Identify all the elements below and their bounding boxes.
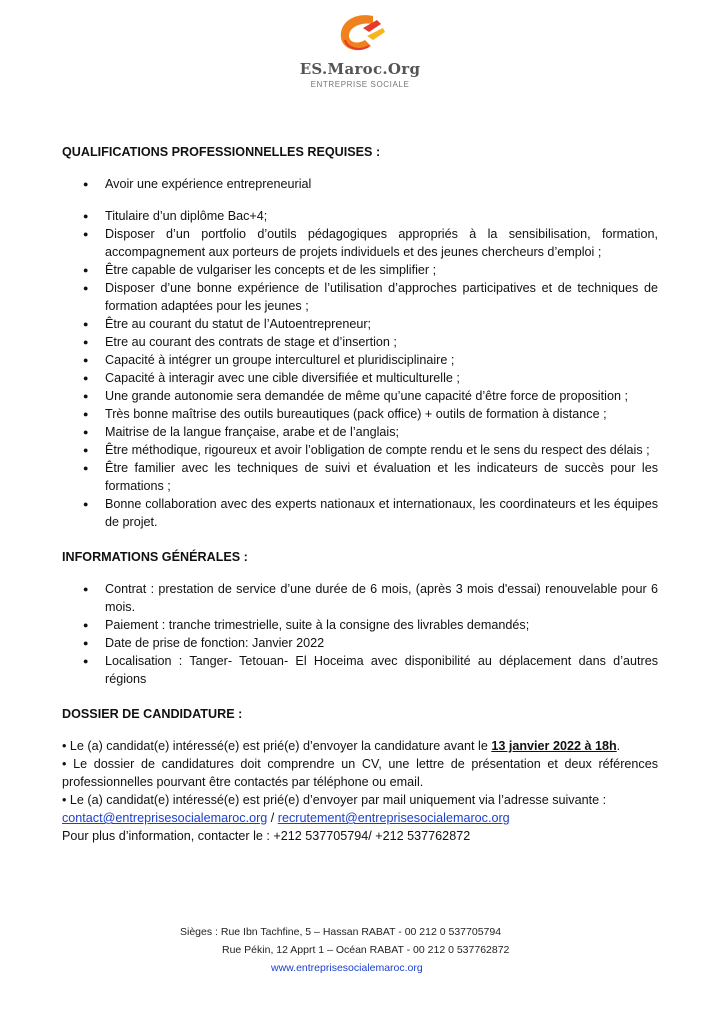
list-item: ● Disposer d’une bonne expérience de l’utilisation d’approches participatives et de techniques de formation adaptées pour les jeunes ; [62, 279, 658, 315]
application-heading: DOSSIER DE CANDIDATURE : [62, 707, 243, 721]
list-item: ● Être capable de vulgariser les concepts et de les simplifier ; [62, 261, 658, 279]
list-item: ● Avoir une expérience entrepreneurial [62, 175, 658, 193]
qualifications-list [62, 175, 658, 531]
footer-website-link[interactable]: www.entreprisesocialemaroc.org [271, 962, 423, 974]
list-item: ● Capacité à interagir avec une cible diversifiée et multiculturelle ; [62, 369, 658, 387]
list-item: ● Localisation : Tanger- Tetouan- El Hoceima avec disponibilité au déplacement dans d’autres régions [62, 652, 658, 688]
list-item: ● Titulaire d’un diplôme Bac+4; [62, 207, 658, 225]
logo-subtitle: ENTREPRISE SOCIALE [310, 80, 410, 89]
document-body [62, 143, 658, 845]
list-item: ● Être méthodique, rigoureux et avoir l’obligation de compte rendu et le sens du respect des délais ; [62, 441, 658, 459]
list-item: ● Très bonne maîtrise des outils bureautiques (pack office) + outils de formation à distance ; [62, 405, 658, 423]
deadline-text: • Le (a) candidat(e) intéressé(e) est prié(e) d’envoyer la candidature avant le [62, 739, 492, 753]
deadline-paragraph [62, 737, 658, 755]
list-item: ● Être familier avec les techniques de suivi et évaluation et les indicateurs de succès pour les formations ; [62, 459, 658, 495]
logo-mark-icon [333, 10, 387, 56]
email-instructions-paragraph: • Le (a) candidat(e) intéressé(e) est prié(e) d’envoyer par mail uniquement via l’adresse suivante : [62, 793, 607, 807]
general-info-list [62, 580, 658, 688]
deadline-date: 13 janvier 2022 à 18h [491, 739, 617, 753]
list-item: ● Capacité à intégrer un groupe interculturel et pluridisciplinaire ; [62, 351, 658, 369]
email-separator: / [267, 811, 278, 825]
list-item: ● Maitrise de la langue française, arabe et de l’anglais; [62, 423, 658, 441]
list-item: ● Disposer d’un portfolio d’outils pédagogiques appropriés à la sensibilisation, formation, accompagnement aux porteurs de projets individuels et des jeunes chercheurs d’emploi ; [62, 225, 658, 261]
list-item: ● Date de prise de fonction: Janvier 2022 [62, 634, 658, 652]
list-item: ● Contrat : prestation de service d’une durée de 6 mois, (après 3 mois d'essai) renouvelable pour 6 mois. [62, 580, 658, 616]
general-info-heading: INFORMATIONS GÉNÉRALES : [62, 550, 248, 564]
footer-address-1: Sièges : Rue Ibn Tachfine, 5 – Hassan RABAT - 00 212 0 537705794 [180, 926, 502, 938]
deadline-suffix: . [616, 739, 621, 753]
contact-phone-paragraph: Pour plus d’information, contacter le : +212 537705794/ +212 537762872 [62, 829, 471, 843]
logo [290, 10, 430, 90]
email-links [62, 809, 658, 827]
list-item: ● Etre au courant des contrats de stage et d’insertion ; [62, 333, 658, 351]
list-item: ● Paiement : tranche trimestrielle, suite à la consigne des livrables demandés; [62, 616, 658, 634]
recruitment-email-link[interactable]: recrutement@entreprisesocialemaroc.org [277, 811, 510, 825]
contact-email-link[interactable]: contact@entreprisesocialemaroc.org [62, 811, 268, 825]
footer-address-2: Rue Pékin, 12 Apprt 1 – Océan RABAT - 00 212 0 537762872 [222, 944, 510, 956]
qualifications-heading: QUALIFICATIONS PROFESSIONNELLES REQUISES : [62, 145, 381, 159]
list-item: ● Bonne collaboration avec des experts nationaux et internationaux, les coordinateurs et les équipes de projet. [62, 495, 658, 531]
list-item: ● Être au courant du statut de l’Autoentrepreneur; [62, 315, 658, 333]
documents-paragraph: • Le dossier de candidatures doit comprendre un CV, une lettre de présentation et deux références professionnelles pourvant être contactés par téléphone ou email. [62, 757, 658, 789]
logo-name: ES.Maroc.Org [299, 60, 421, 78]
list-item: ● Une grande autonomie sera demandée de même qu’une capacité d’être force de proposition ; [62, 387, 658, 405]
